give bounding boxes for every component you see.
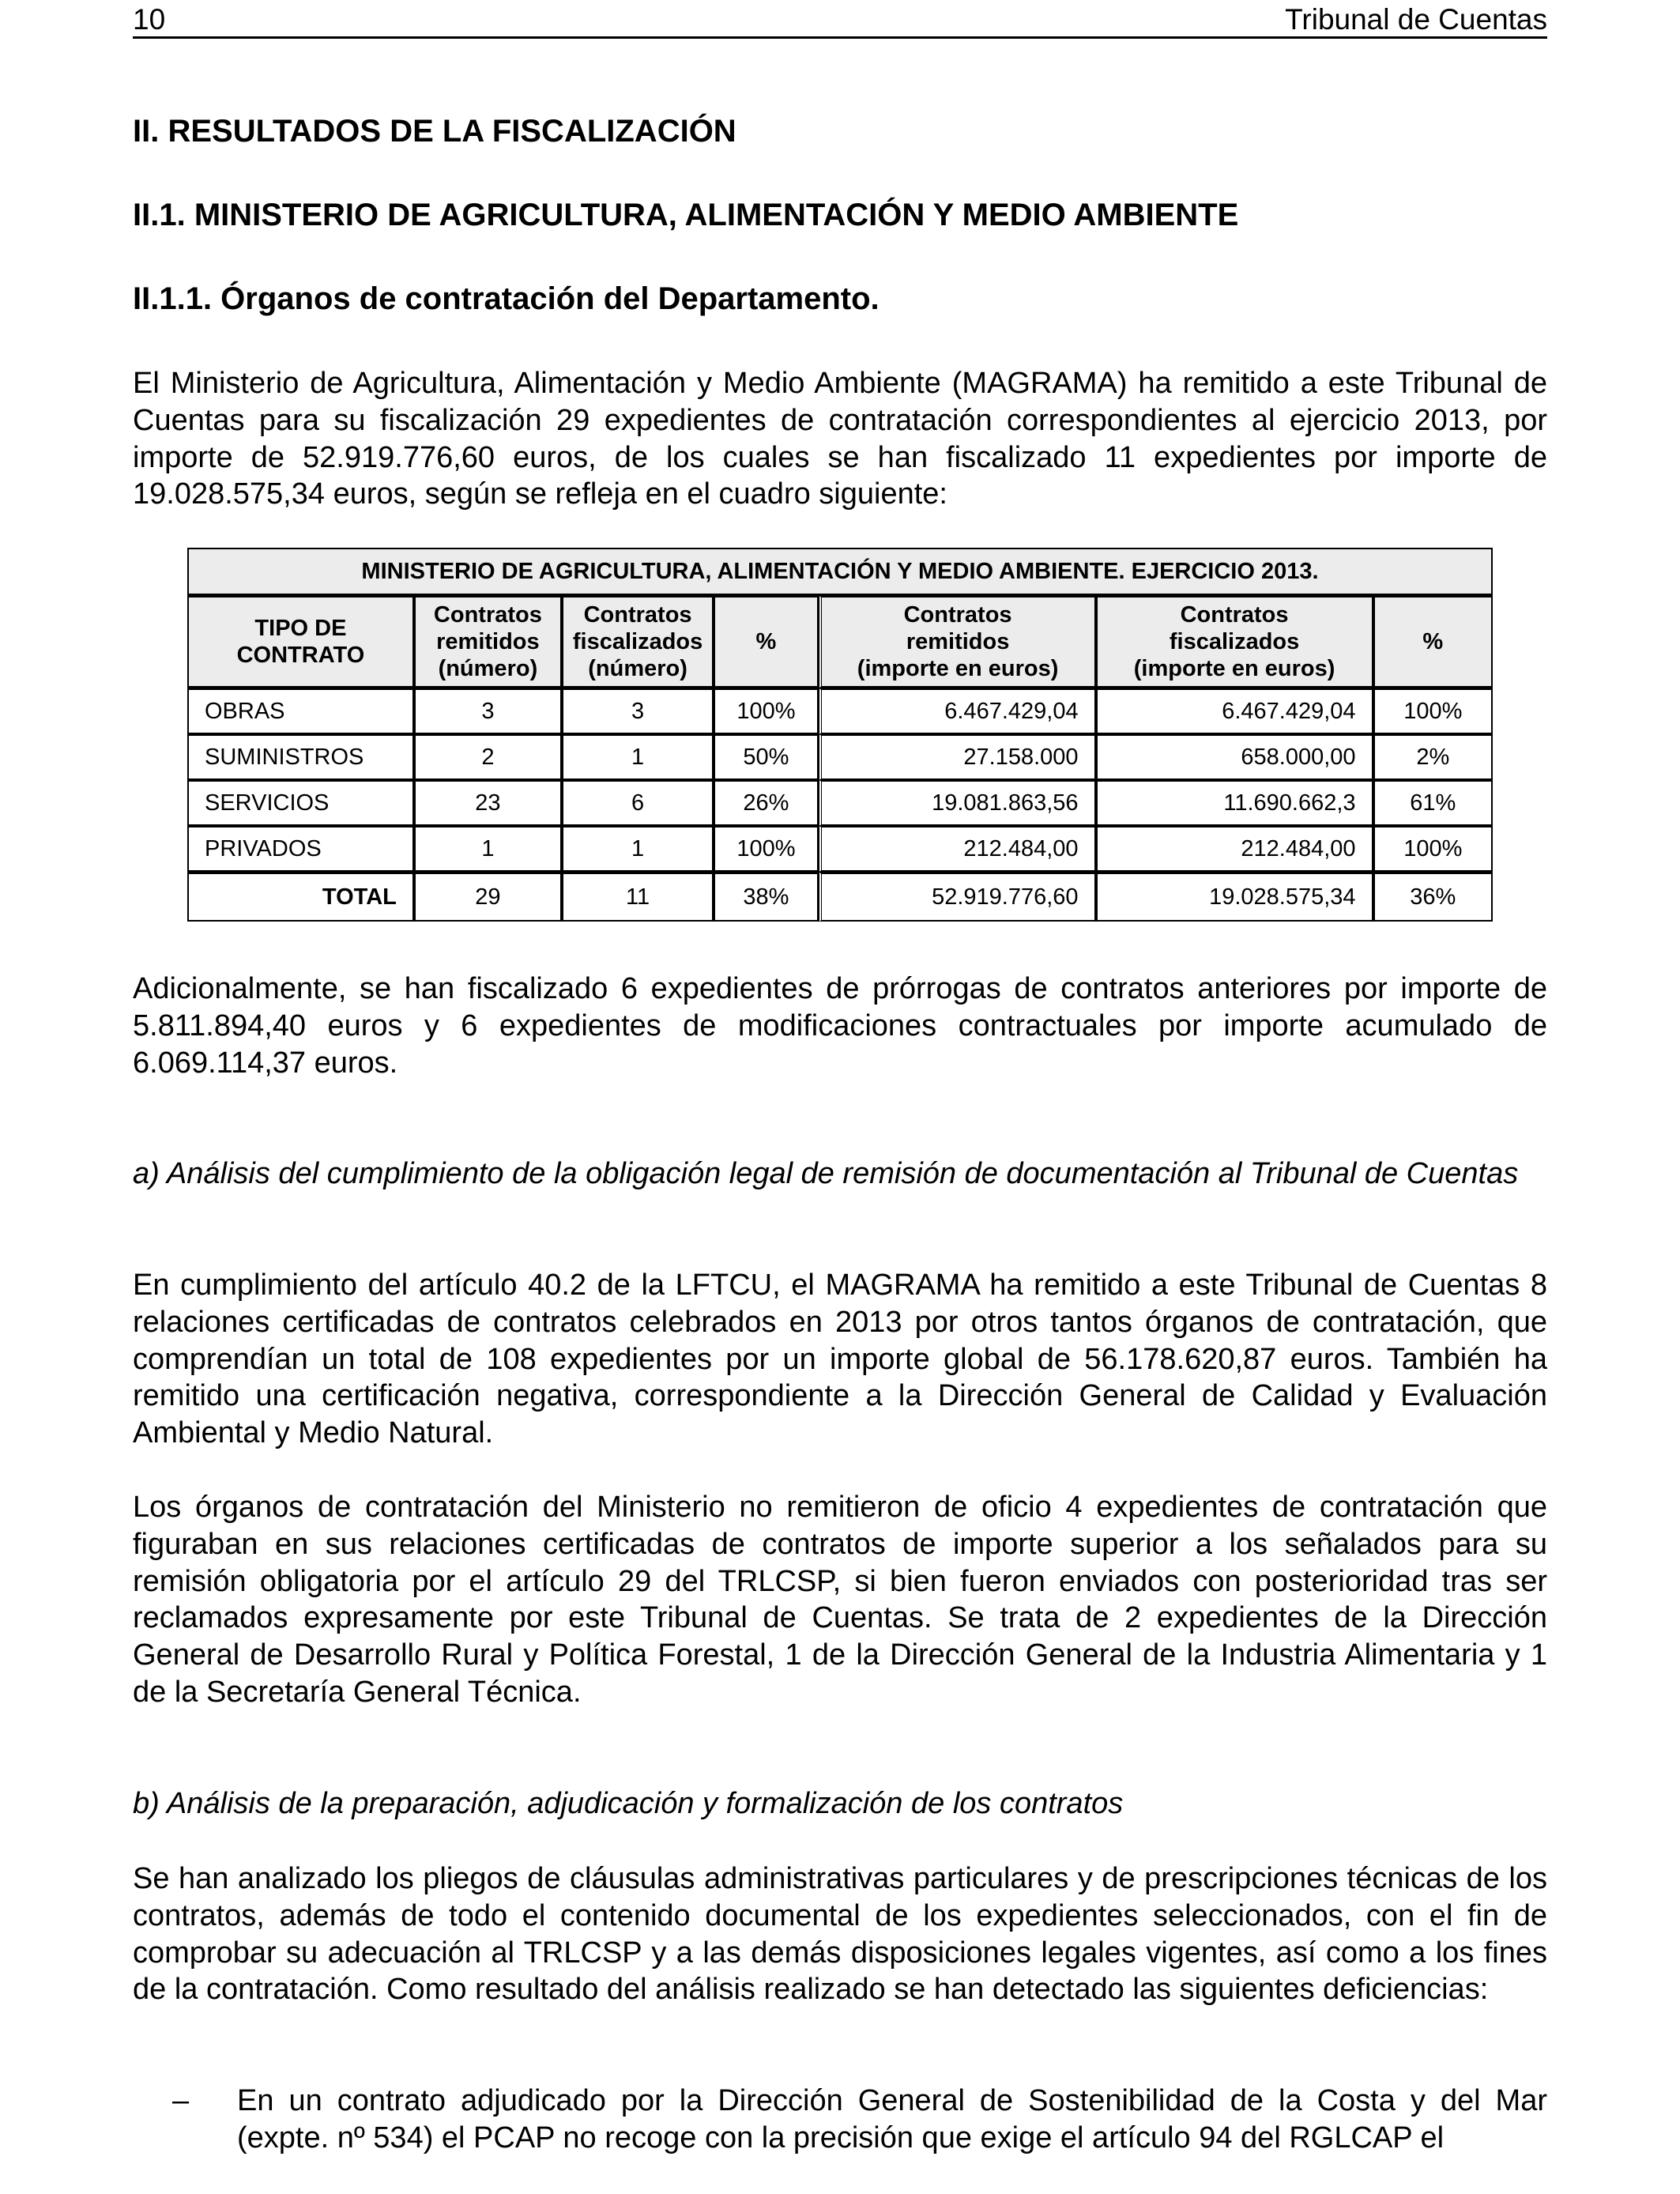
subsubsection-heading: II.1.1. Órganos de contratación del Departamento. [133,281,880,316]
cell-fiscalizados-numero: 11 [562,872,714,922]
cell-tipo: SUMINISTROS [187,734,414,780]
section-b-paragraph-1: Se han analizado los pliegos de cláusulas administrativas particulares y de prescripciones técnicas de los contratos, además de todo el contenido documental de los expedientes seleccionados, con el fin de comprobar su adecuación al TRLCSP y a las demás disposiciones legales vigentes, así como a los fines de la contratación. Como resultado del análisis realizado se han detectado las siguientes deficiencias: [133,1862,1547,2007]
cell-pct-numero: 50% [714,734,818,780]
table-title: MINISTERIO DE AGRICULTURA, ALIMENTACIÓN Y MEDIO AMBIENTE. EJERCICIO 2013. [187,548,1493,596]
cell-tipo: PRIVADOS [187,826,414,872]
cell-pct-importe: 100% [1373,826,1493,872]
publisher-name: Tribunal de Cuentas [1285,3,1547,36]
section-b-title: b) Análisis de la preparación, adjudicación y formalización de los contratos [133,1787,1124,1820]
header-line: (importe en euros) [1133,656,1335,681]
cell-remitidos-importe: 19.081.863,56 [819,780,1096,826]
cell-fiscalizados-importe: 212.484,00 [1096,826,1373,872]
cell-fiscalizados-importe: 11.690.662,3 [1096,780,1373,826]
header-tipo [187,596,414,688]
cell-remitidos-importe: 52.919.776,60 [819,872,1096,922]
cell-pct-importe: 2% [1373,734,1493,780]
cell-remitidos-numero: 29 [414,872,562,922]
header-line: Contratos [583,602,692,628]
cell-remitidos-importe: 6.467.429,04 [819,688,1096,734]
header-line: remitidos [906,629,1010,654]
cell-pct-importe: 100% [1373,688,1493,734]
cell-pct-numero: 26% [714,780,818,826]
page-number: 10 [133,3,166,36]
section-heading: II. RESULTADOS DE LA FISCALIZACIÓN [133,114,736,149]
header-line: fiscalizados [572,629,703,654]
cell-total-label: TOTAL [187,872,414,922]
bullet-item: En un contrato adjudicado por la Dirección General de Sostenibilidad de la Costa y del Mar (expte. nº 534) el PCAP no recoge con la precisión que exige el artículo 94 del RGLCAP el [237,2084,1547,2154]
cell-remitidos-importe: 27.158.000 [819,734,1096,780]
cell-fiscalizados-numero: 3 [562,688,714,734]
section-a-paragraph-1: En cumplimiento del artículo 40.2 de la LFTCU, el MAGRAMA ha remitido a este Tribunal de Cuentas 8 relaciones certificadas de contratos celebrados en 2013 por otros tantos órganos de contratación, que comprendían un total de 108 expedientes por un importe global de 56.178.620,87 euros. También ha remitido una certificación negativa, correspondiente a la Dirección General de Calidad y Evaluación Ambiental y Medio Natural. [133,1269,1547,1450]
cell-fiscalizados-numero: 1 [562,826,714,872]
header-pct-importe: % [1373,596,1493,688]
table-row [187,734,1493,780]
additional-paragraph: Adicionalmente, se han fiscalizado 6 expedientes de prórrogas de contratos anteriores por importe de 5.811.894,40 euros y 6 expedientes de modificaciones contractuales por importe acumulado de 6.069.114,37 euros. [133,972,1547,1080]
cell-fiscalizados-importe: 6.467.429,04 [1096,688,1373,734]
cell-tipo: OBRAS [187,688,414,734]
cell-pct-numero: 38% [714,872,818,922]
header-remitidos-importe [819,596,1096,688]
cell-fiscalizados-numero: 1 [562,734,714,780]
header-line: Contratos [433,602,542,628]
header-line: Contratos [1180,602,1289,628]
bullet-marker: – [172,2084,190,2117]
header-fiscalizados-importe [1096,596,1373,688]
header-pct-numero: % [714,596,818,688]
section-a-paragraph-2: Los órganos de contratación del Ministerio no remitieron de oficio 4 expedientes de contratación que figuraban en sus relaciones certificadas de contratos de importe superior a los señalados para su remisión obligatoria por el artículo 29 del TRLCSP, si bien fueron enviados con posterioridad tras ser reclamados expresamente por este Tribunal de Cuentas. Se trata de 2 expedientes de la Dirección General de Desarrollo Rural y Política Forestal, 1 de la Dirección General de la Industria Alimentaria y 1 de la Secretaría General Técnica. [133,1491,1547,1709]
header-fiscalizados-numero [562,596,714,688]
table-row [187,826,1493,872]
contracts-summary-table [187,548,1493,922]
cell-fiscalizados-importe: 19.028.575,34 [1096,872,1373,922]
header-line: remitidos [436,629,540,654]
cell-fiscalizados-importe: 658.000,00 [1096,734,1373,780]
running-header [133,3,1547,39]
cell-remitidos-numero: 2 [414,734,562,780]
subsection-heading: II.1. MINISTERIO DE AGRICULTURA, ALIMENTACIÓN Y MEDIO AMBIENTE [133,198,1239,232]
header-remitidos-numero [414,596,562,688]
header-line: TIPO DE [254,616,347,641]
cell-pct-numero: 100% [714,688,818,734]
header-line: (número) [438,656,538,681]
cell-pct-importe: 36% [1373,872,1493,922]
cell-remitidos-importe: 212.484,00 [819,826,1096,872]
header-line: CONTRATO [236,643,365,668]
header-line: (número) [588,656,687,681]
cell-remitidos-numero: 3 [414,688,562,734]
cell-pct-importe: 61% [1373,780,1493,826]
intro-paragraph: El Ministerio de Agricultura, Alimentación y Medio Ambiente (MAGRAMA) ha remitido a este Tribunal de Cuentas para su fiscalización 29 expedientes de contratación correspondientes al ejercicio 2013, por importe de 52.919.776,60 euros, de los cuales se han fiscalizado 11 expedientes por importe de 19.028.575,34 euros, según se refleja en el cuadro siguiente: [133,367,1547,511]
header-line: fiscalizados [1169,629,1300,654]
table-row [187,780,1493,826]
cell-fiscalizados-numero: 6 [562,780,714,826]
cell-tipo: SERVICIOS [187,780,414,826]
cell-pct-numero: 100% [714,826,818,872]
header-line: Contratos [903,602,1012,628]
total-row [187,872,1493,922]
cell-remitidos-numero: 23 [414,780,562,826]
section-a-title: a) Análisis del cumplimiento de la obligación legal de remisión de documentación al Tribunal de Cuentas [133,1157,1519,1190]
cell-remitidos-numero: 1 [414,826,562,872]
header-line: (importe en euros) [857,656,1059,681]
table-row [187,688,1493,734]
